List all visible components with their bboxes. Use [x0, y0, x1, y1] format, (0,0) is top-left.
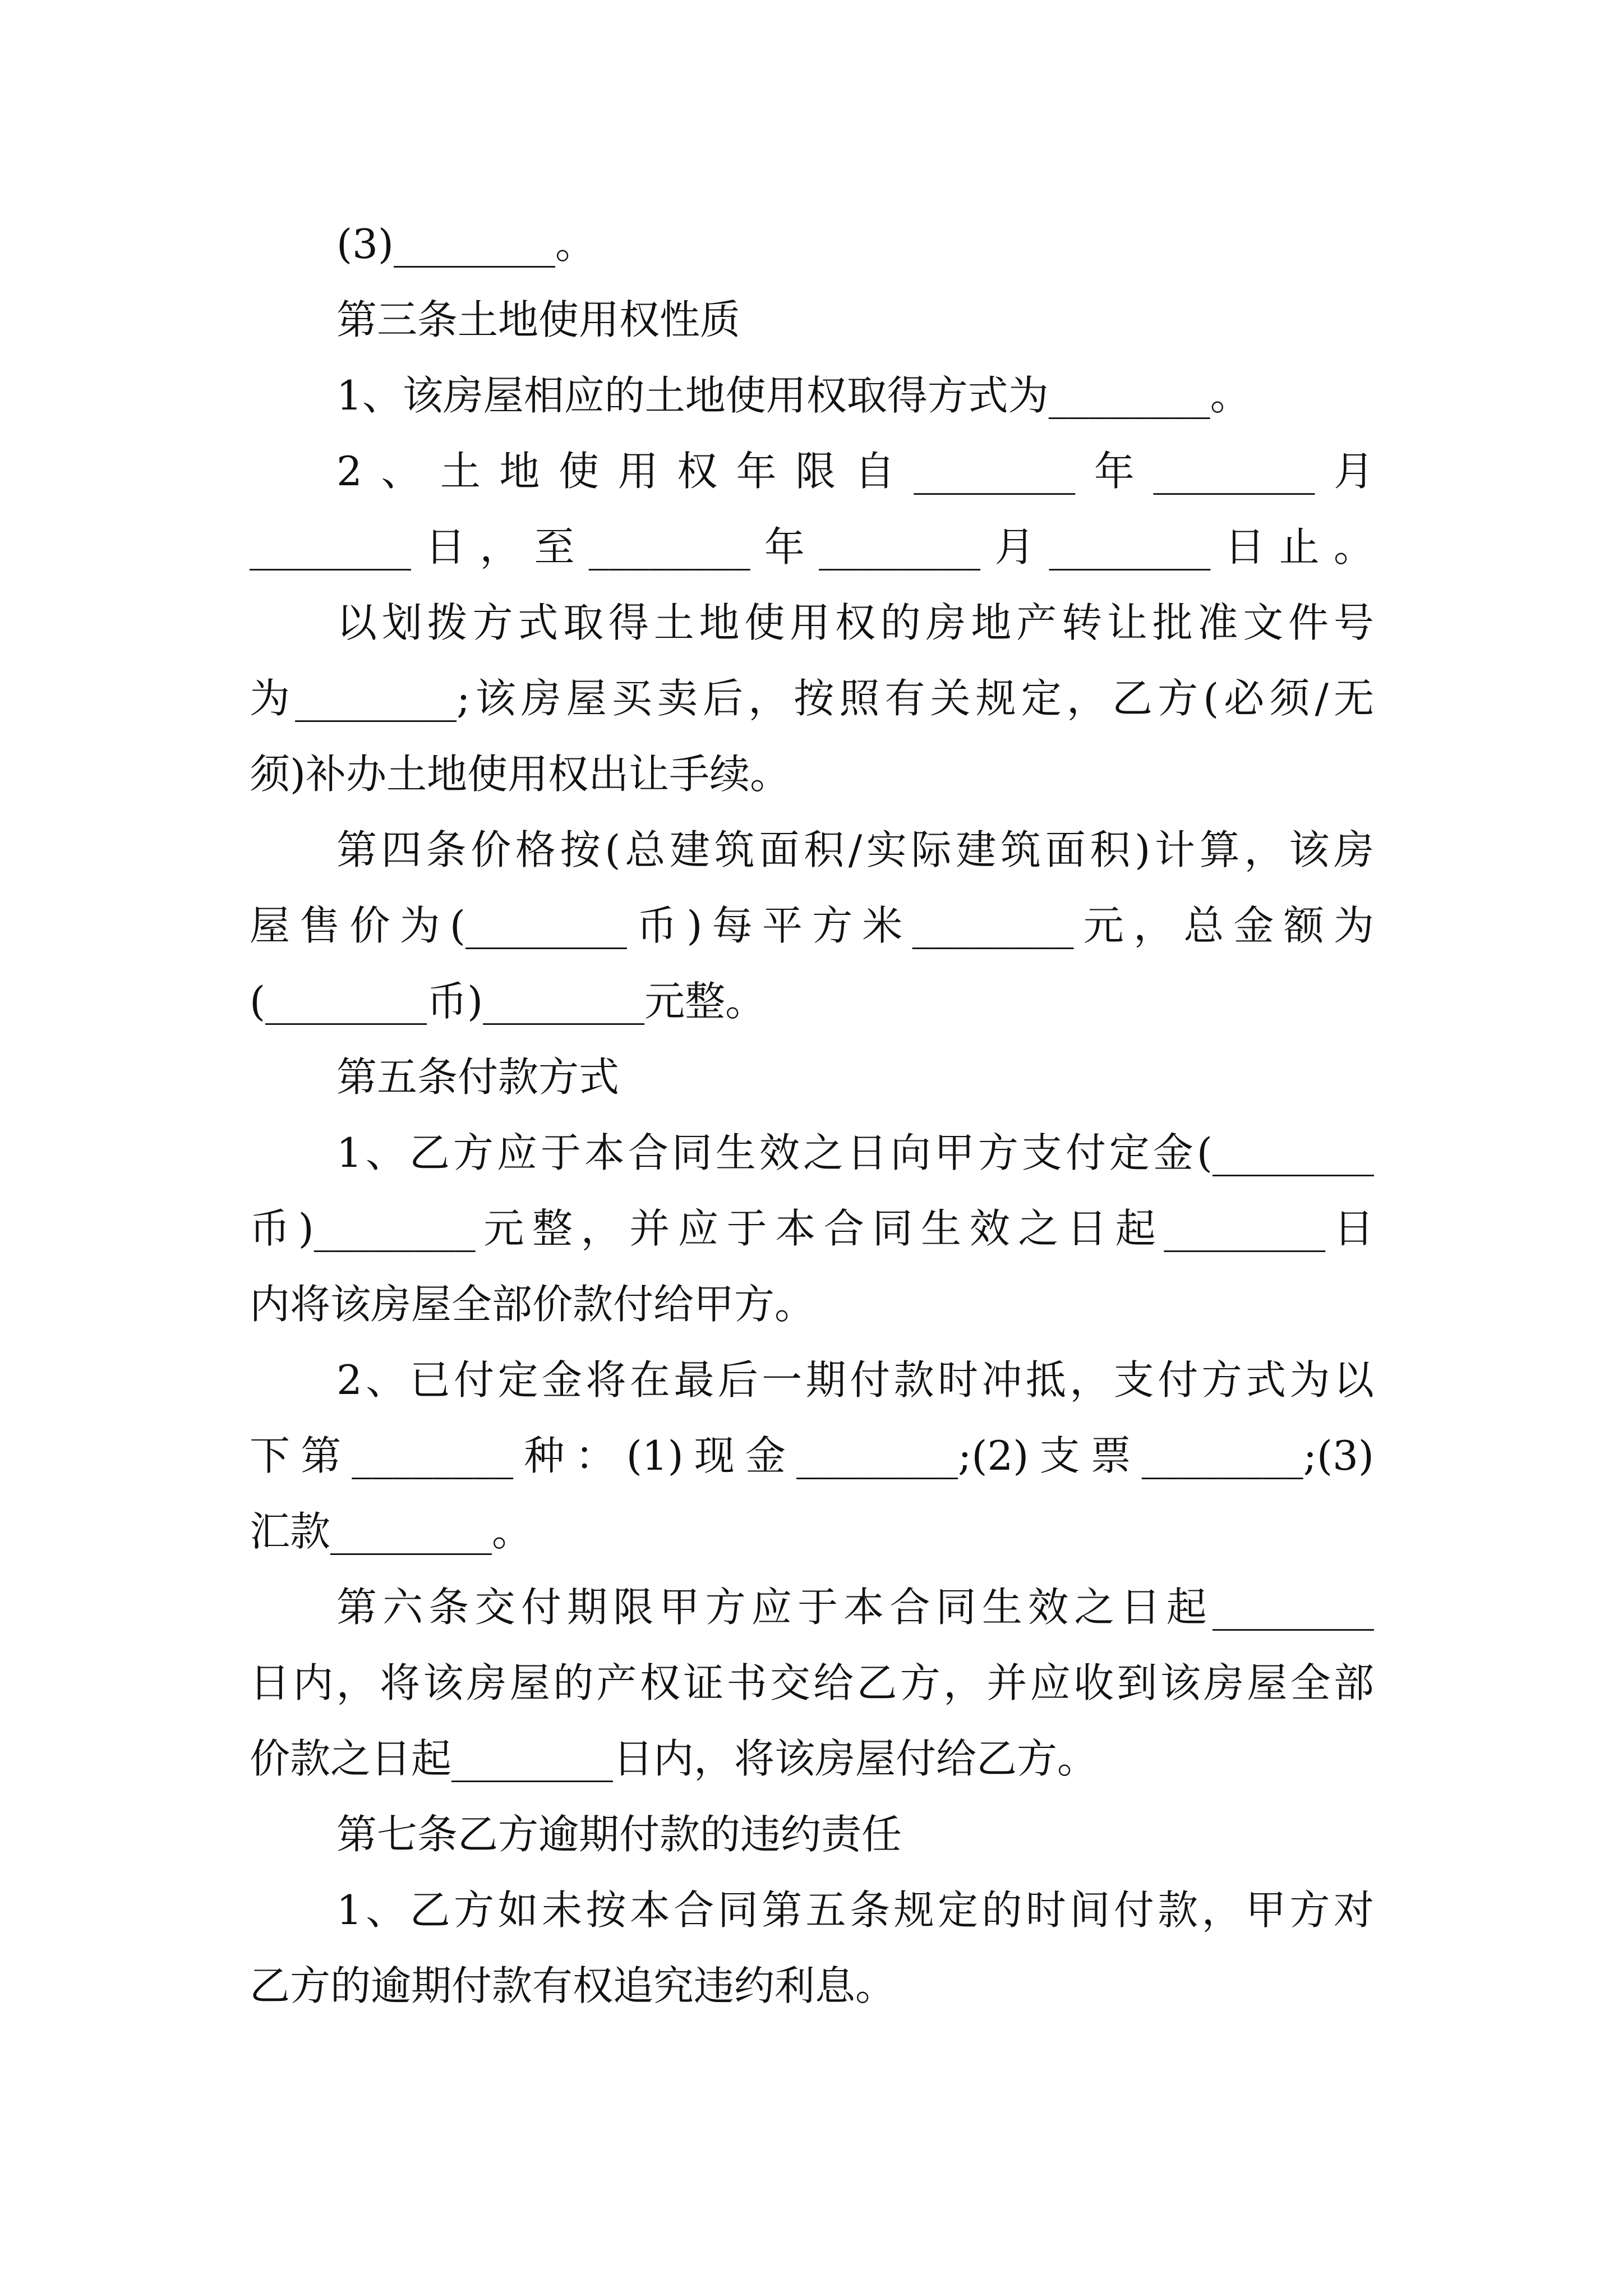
text-line: 日内，将该房屋的产权证书交给乙方，并应收到该房屋全部	[250, 1659, 1374, 1706]
text-line: 下第________种：(1)现金________;(2)支票________;(3)	[250, 1432, 1374, 1479]
text-line: 币)________元整，并应于本合同生效之日起________日	[250, 1205, 1374, 1252]
section-heading: 第七条乙方逾期付款的违约责任	[336, 1811, 902, 1858]
text-line: 内将该房屋全部价款付给甲方。	[250, 1281, 815, 1328]
text-line: (________币)________元整。	[250, 978, 766, 1025]
section-heading: 第五条付款方式	[336, 1053, 620, 1101]
section-heading: 第三条土地使用权性质	[336, 296, 741, 343]
section-heading: 第六条交付期限甲方应于本合同生效之日起________	[336, 1584, 1374, 1631]
text-line: 1、乙方如未按本合同第五条规定的时间付款，甲方对	[336, 1887, 1374, 1934]
text-line: ________日，至________年________月________日止。	[250, 523, 1374, 570]
text-line: 乙方的逾期付款有权追究违约利息。	[250, 1962, 896, 2009]
text-line: 价款之日起________日内，将该房屋付给乙方。	[250, 1735, 1098, 1782]
text-line: 2、已付定金将在最后一期付款时冲抵，支付方式为以	[336, 1356, 1374, 1404]
section-heading: 第四条价格按(总建筑面积/实际建筑面积)计算，该房	[336, 826, 1374, 873]
text-line: 汇款________。	[250, 1508, 533, 1555]
text-line: (3)________。	[336, 220, 596, 268]
text-line: 1、该房屋相应的土地使用权取得方式为________。	[336, 372, 1251, 419]
text-line: 以划拨方式取得土地使用权的房地产转让批准文件号	[336, 599, 1374, 646]
text-line: 2、土地使用权年限自________年________月	[336, 448, 1374, 495]
text-line: 屋售价为(________币)每平方米________元，总金额为	[250, 902, 1374, 949]
text-line: 须)补办土地使用权出让手续。	[250, 751, 791, 798]
text-line: 1、乙方应于本合同生效之日向甲方支付定金(________	[336, 1129, 1374, 1176]
text-line: 为________;该房屋买卖后，按照有关规定，乙方(必须/无	[250, 675, 1374, 722]
